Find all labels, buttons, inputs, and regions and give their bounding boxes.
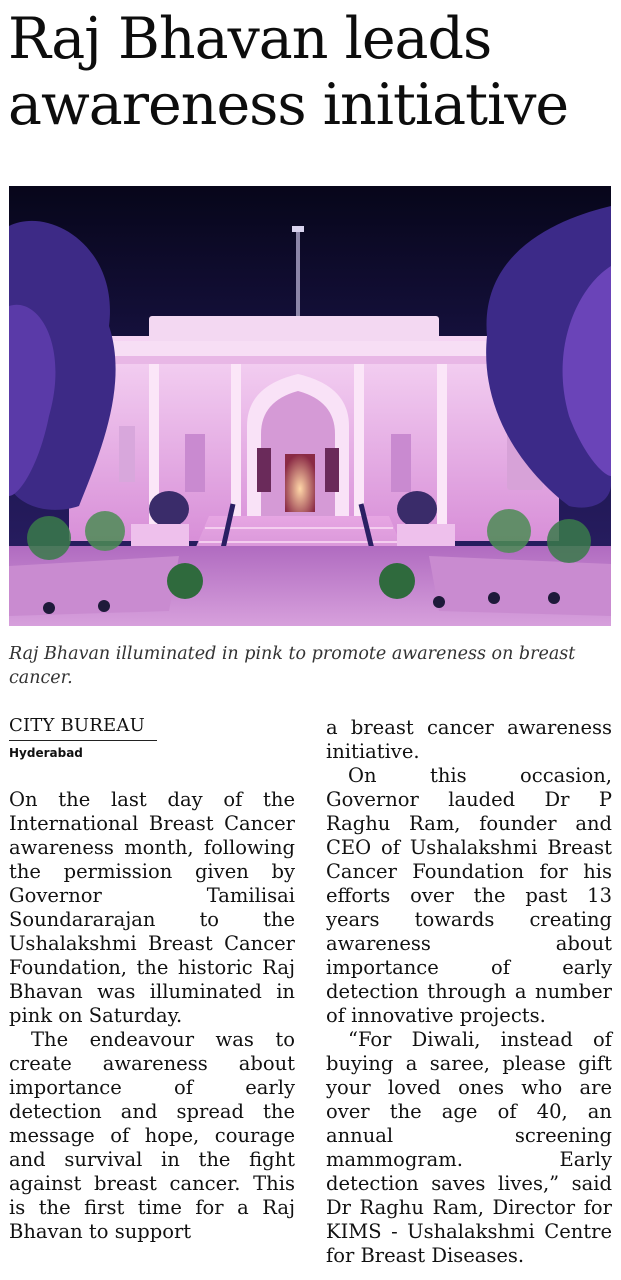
article-paragraph: “For Diwali, instead of buying a saree, please gift your loved ones who are over the age of 40, an annual screening mammogram. Early detection saves lives,” said Dr Raghu Ram, Director for KIMS - Ushalakshmi Centre for Breast Diseases. (326, 1028, 612, 1267)
article-paragraph: The endeavour was to create awareness about importance of early detection and spread the message of hope, courage and survival in the fight against breast cancer. This is the first time for a Raj Bhavan to support (9, 1028, 295, 1243)
dateline: Hyderabad (9, 746, 83, 760)
photo-caption: Raj Bhavan illuminated in pink to promote awareness on breast cancer. (9, 644, 576, 688)
article-paragraph: On the last day of the International Breast Cancer awareness month, following the permission given by Governor Tamilisai Soundararajan to the Ushalakshmi Breast Cancer Foundation, the historic Raj Bhavan was illuminated in pink on Saturday. (9, 788, 295, 1027)
article-column-right (326, 716, 612, 1268)
article-paragraph: On this occasion, Governor lauded Dr P Raghu Ram, founder and CEO of Ushalakshmi Breast Cancer Foundation for his efforts over the past 13 years towards creating awareness about importance of early detection through a number of innovative projects. (326, 764, 612, 1027)
raj-bhavan-photo (9, 186, 611, 626)
byline: CITY BUREAU (9, 714, 157, 741)
article-column-left (9, 714, 295, 1244)
article-headline: Raj Bhavan leads awareness initiative (8, 6, 569, 138)
article-paragraph: a breast cancer awareness initiative. (326, 716, 612, 763)
